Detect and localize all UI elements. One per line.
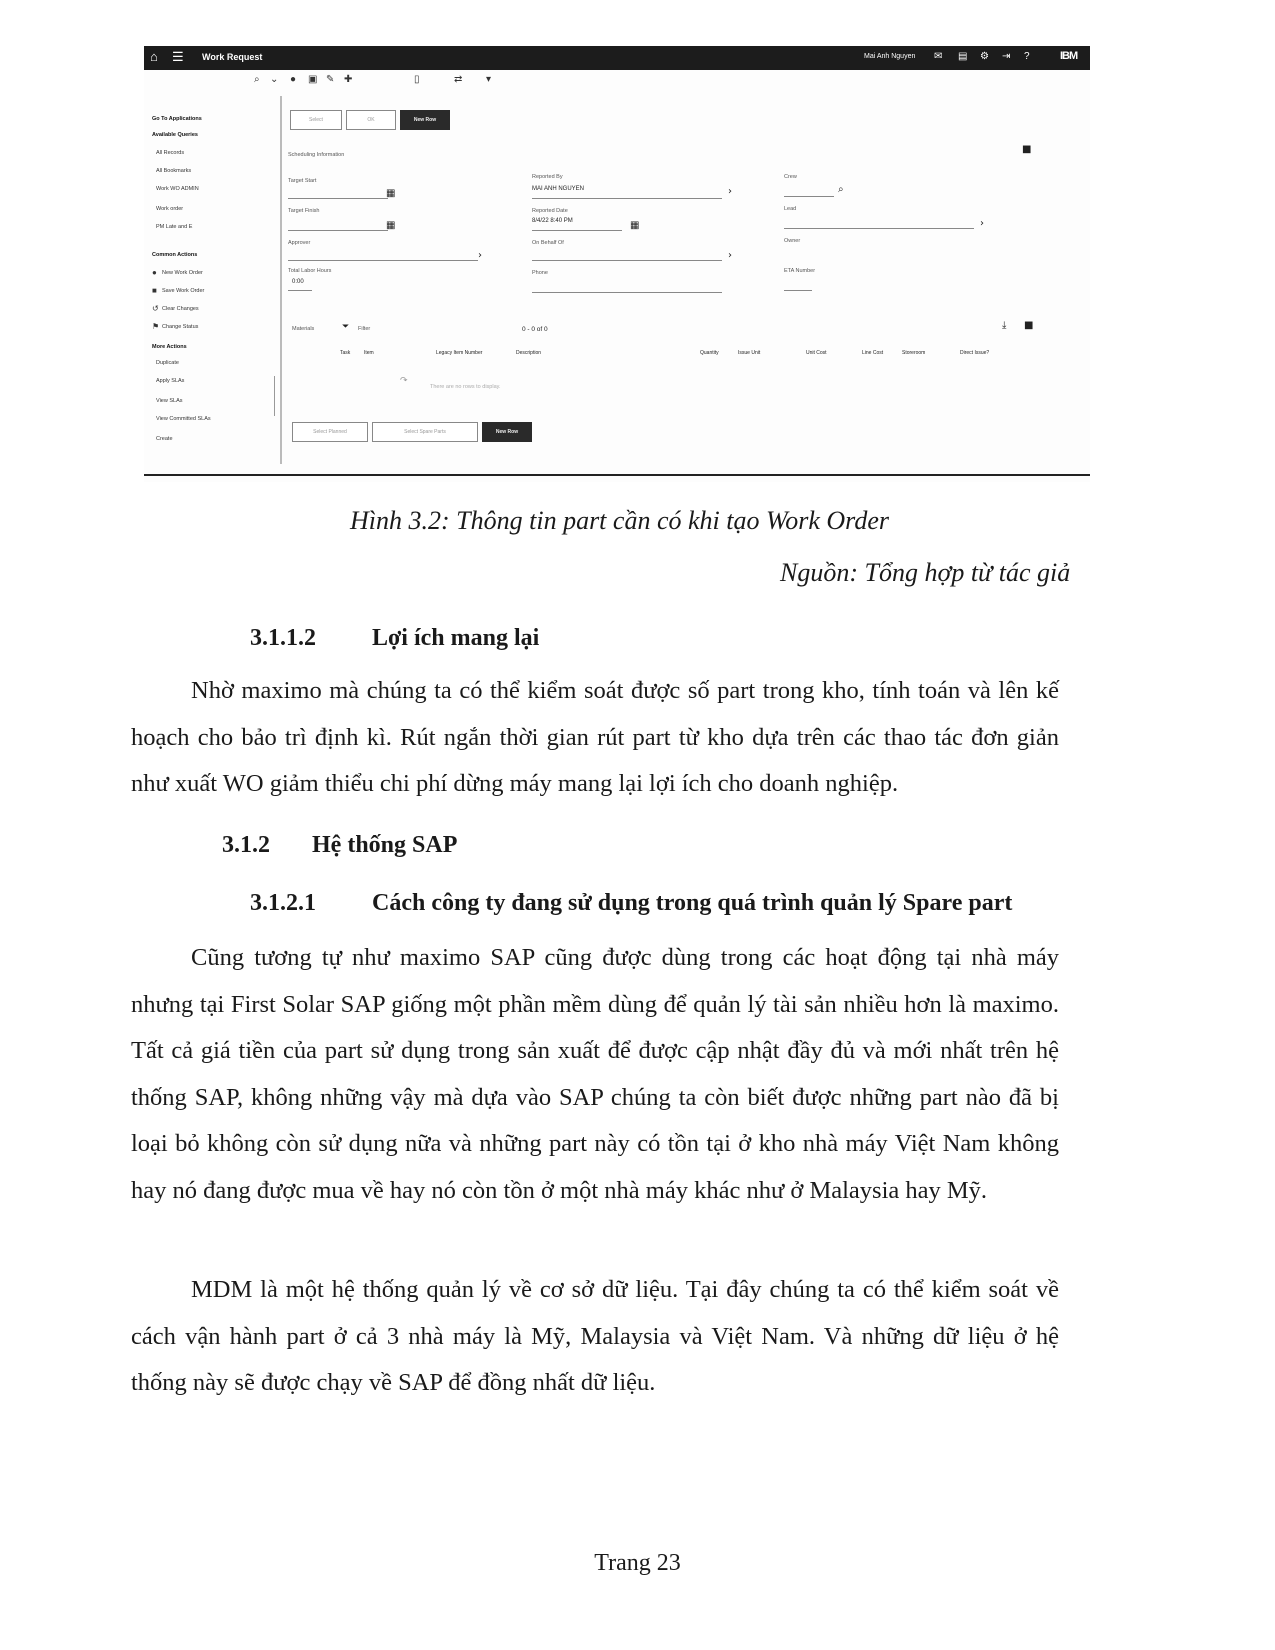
crew-field[interactable]: [784, 196, 834, 197]
chevron-right-icon[interactable]: ›: [478, 250, 482, 261]
chevron-down-icon[interactable]: ⌄: [270, 74, 279, 85]
approver-field[interactable]: [288, 260, 478, 261]
record-icon[interactable]: ●: [290, 74, 297, 85]
message-icon[interactable]: ✉: [934, 51, 943, 62]
column-header[interactable]: Description: [516, 350, 542, 356]
reported-by-value: MAI ANH NGUYEN: [532, 186, 585, 192]
sidebar-query[interactable]: All Bookmarks: [156, 168, 192, 174]
reported-date-label: Reported Date: [532, 208, 568, 214]
calendar-icon[interactable]: ▦: [386, 220, 396, 231]
paragraph-sap: Cũng tương tự như maximo SAP cũng được dùng trong các hoạt động tại nhà máy nhưng tại First Solar SAP giống một phần mềm dùng để quản lý tài sản nhiều hơn là maximo. Tất cả giá tiền của part sử dụng trong sản xuất để được cập nhật đầy đủ và mới nhất trên hệ thống SAP, không những vậy mà dựa vào SAP chúng ta còn biết được những part nào đã bị loại bỏ không còn sử dụng nữa và những part này có tồn tại ở kho nhà máy Việt Nam không hay nó đang được mua về hay nó còn tồn ở một nhà máy khác như ở Malaysia hay Mỹ.: [131, 944, 1059, 1204]
calendar-icon[interactable]: ▦: [386, 188, 396, 199]
sidebar-more-item[interactable]: Create: [156, 436, 173, 442]
download-icon[interactable]: ⤓: [1002, 320, 1007, 331]
sidebar-more-actions: More Actions: [152, 344, 187, 350]
figure-bottom-rule: [144, 474, 1090, 476]
section-number: 3.1.2: [222, 832, 270, 858]
page-number: Trang 23: [594, 1550, 681, 1576]
clear-icon: ↺: [152, 304, 159, 313]
total-labor-label: Total Labor Hours: [288, 268, 332, 274]
reported-by-label: Reported By: [532, 174, 563, 180]
app-title: Work Request: [202, 52, 263, 62]
search-icon[interactable]: ⌕: [838, 184, 844, 195]
select-planned-button[interactable]: Select Planned: [292, 422, 368, 442]
settings-icon[interactable]: ⚙: [980, 51, 989, 62]
total-labor-value: 0:00: [292, 279, 304, 285]
sidebar-query[interactable]: Work order: [156, 206, 184, 212]
scheduling-title: Scheduling Information: [288, 152, 345, 158]
table-menu-icon[interactable]: ■: [1024, 320, 1034, 331]
edit-icon[interactable]: ✎: [326, 74, 335, 85]
section-title: Hệ thống SAP: [312, 832, 458, 858]
section-title: Lợi ích mang lại: [372, 625, 540, 651]
sidebar-more-item[interactable]: View Committed SLAs: [156, 416, 211, 422]
figure-caption: Hình 3.2: Thông tin part cần có khi tạo Work Order: [350, 506, 889, 535]
phone-label: Phone: [532, 270, 548, 276]
menu-icon[interactable]: ☰: [172, 49, 184, 64]
total-labor-field[interactable]: [288, 290, 312, 291]
column-header[interactable]: Task: [340, 350, 351, 356]
chevron-down-icon-2[interactable]: ▾: [486, 74, 492, 85]
section-number: 3.1.1.2: [250, 625, 316, 651]
sidebar-query[interactable]: All Records: [156, 150, 185, 156]
eta-field[interactable]: [784, 290, 812, 291]
lead-label: Lead: [784, 206, 797, 212]
section-menu-icon[interactable]: ■: [1022, 144, 1032, 155]
empty-table-icon: ↷: [400, 376, 408, 386]
materials-title: Materials: [292, 326, 315, 332]
select-spare-parts-button[interactable]: Select Spare Parts: [372, 422, 478, 442]
column-header[interactable]: Storeroom: [902, 350, 926, 356]
logout-icon[interactable]: ⇥: [1002, 51, 1011, 62]
new-row-button[interactable]: New Row: [400, 110, 450, 130]
paragraph-benefits: Nhờ maximo mà chúng ta có thể kiểm soát được số part trong kho, tính toán và lên kế hoạch cho bảo trì định kì. Rút ngắn thời gian rút part từ kho dựa trên các thao tác đơn giản như xuất WO giảm thiểu chi phí dừng máy mang lại lợi ích cho doanh nghiệp.: [131, 677, 1059, 797]
target-start-field[interactable]: [288, 198, 388, 199]
section-title: Cách công ty đang sử dụng trong quá trình quản lý Spare part: [372, 890, 1013, 916]
sidebar-divider: [280, 96, 282, 464]
work-request-screenshot: [144, 46, 1090, 482]
eta-label: ETA Number: [784, 268, 816, 274]
ok-button[interactable]: OK: [346, 110, 396, 130]
section-number: 3.1.2.1: [250, 890, 316, 916]
column-header[interactable]: Issue Unit: [738, 350, 761, 356]
calendar-icon[interactable]: ▦: [630, 220, 640, 231]
home-icon[interactable]: ⌂: [150, 49, 158, 64]
target-start-label: Target Start: [288, 178, 317, 184]
sidebar-available-queries: Available Queries: [152, 132, 198, 138]
column-header[interactable]: Quantity: [700, 350, 719, 356]
sidebar-go-to[interactable]: Go To Applications: [152, 116, 202, 122]
sidebar-action[interactable]: ↺ Clear Changes: [152, 304, 199, 313]
sidebar-query[interactable]: Work WO ADMIN: [156, 186, 199, 192]
save-icon[interactable]: ▣: [308, 74, 318, 85]
route-icon[interactable]: ⇄: [454, 74, 463, 85]
empty-message: There are no rows to display.: [430, 384, 501, 390]
user-name: Mai Anh Nguyen: [864, 53, 916, 60]
reported-date-value: 8/4/22 8:40 PM: [532, 218, 573, 224]
owner-label: Owner: [784, 238, 801, 244]
reported-by-field[interactable]: [532, 198, 722, 199]
target-finish-label: Target Finish: [288, 208, 320, 214]
sidebar: [144, 96, 274, 482]
sidebar-more-item[interactable]: Duplicate: [156, 360, 179, 366]
paragraph-mdm: MDM là một hệ thống quản lý về cơ sở dữ liệu. Tại đây chúng ta có thể kiểm soát về cách vận hành part ở cả 3 nhà máy là Mỹ, Malaysia và Việt Nam. Và những dữ liệu ở hệ thống này sẽ được chạy về SAP để đồng nhất dữ liệu.: [131, 1276, 1059, 1396]
select-button[interactable]: Select: [290, 110, 342, 130]
column-header[interactable]: Line Cost: [862, 350, 884, 356]
sidebar-action[interactable]: ⚑ Change Status: [152, 322, 199, 331]
app-top-bar: [144, 46, 1090, 70]
new-row-button-bottom[interactable]: New Row: [482, 422, 532, 442]
filter-link[interactable]: Filter: [358, 326, 371, 332]
report-icon[interactable]: ▤: [958, 51, 968, 62]
approver-label: Approver: [288, 240, 311, 246]
sidebar-common-actions: Common Actions: [152, 252, 198, 258]
column-header[interactable]: Unit Cost: [806, 350, 827, 356]
chevron-right-icon[interactable]: ›: [728, 186, 732, 197]
save-icon: ■: [152, 286, 157, 295]
chevron-right-icon[interactable]: ›: [728, 250, 732, 261]
reported-date-field[interactable]: [532, 230, 622, 231]
lead-field[interactable]: [784, 228, 974, 229]
arrow-icon[interactable]: ✚: [344, 74, 353, 85]
sidebar-more-item[interactable]: View SLAs: [156, 398, 183, 404]
column-header[interactable]: Legacy Item Number: [436, 350, 483, 356]
new-icon: ●: [152, 268, 157, 277]
status-icon: ⚑: [152, 322, 160, 331]
sidebar-action[interactable]: ■ Save Work Order: [152, 286, 205, 295]
chevron-right-icon[interactable]: ›: [980, 218, 984, 229]
sidebar-more-item[interactable]: Apply SLAs: [156, 378, 185, 384]
figure-source: Nguồn: Tổng hợp từ tác giả: [780, 558, 1071, 587]
help-icon[interactable]: ?: [1024, 51, 1030, 62]
column-header[interactable]: Item: [364, 350, 374, 356]
sidebar-query[interactable]: PM Late and E: [156, 224, 193, 230]
sidebar-action[interactable]: ● New Work Order: [152, 268, 203, 277]
brand-logo: IBM: [1060, 50, 1078, 62]
filter-icon[interactable]: ⏷: [342, 322, 350, 332]
scrollbar[interactable]: [274, 376, 275, 416]
on-behalf-field[interactable]: [532, 260, 722, 261]
crew-label: Crew: [784, 174, 797, 180]
clipboard-icon[interactable]: ▯: [414, 74, 420, 85]
materials-count: 0 - 0 of 0: [522, 326, 548, 333]
target-finish-field[interactable]: [288, 230, 388, 231]
column-header[interactable]: Direct Issue?: [960, 350, 990, 356]
search-icon[interactable]: ⌕: [254, 74, 260, 85]
phone-field[interactable]: [532, 292, 722, 293]
on-behalf-label: On Behalf Of: [532, 240, 564, 246]
